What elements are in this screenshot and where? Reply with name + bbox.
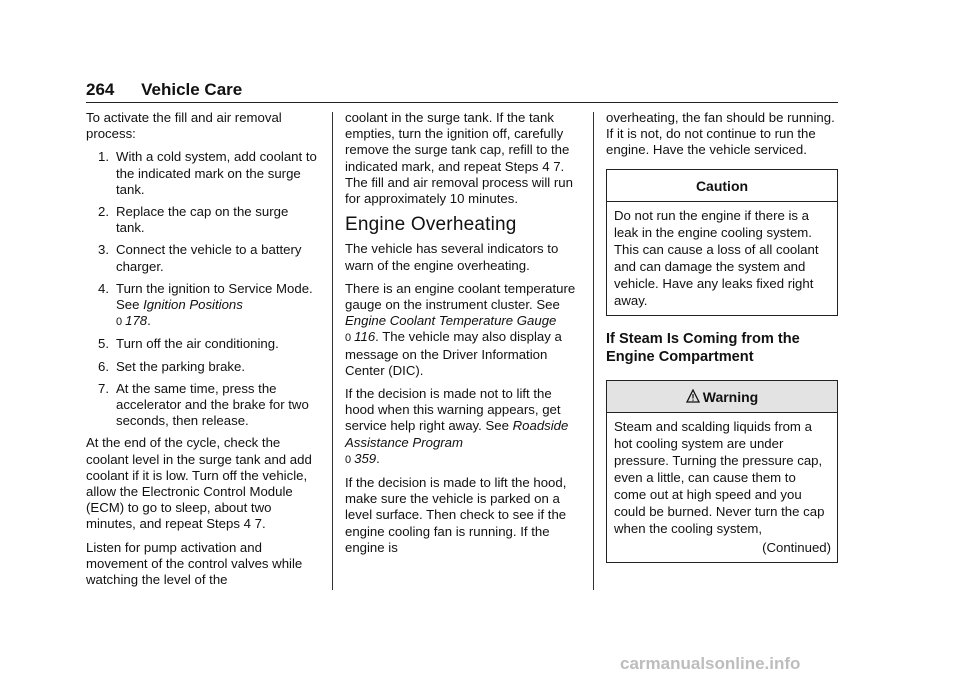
page-ref-arrow-icon: 0 — [345, 453, 352, 466]
step-text: Set the parking brake. — [116, 358, 246, 374]
gauge-paragraph — [345, 281, 581, 379]
page-ref-link[interactable]: 178 — [125, 313, 148, 329]
text: . The vehicle may also display a message on the Driver Information Center (DIC). — [345, 329, 562, 378]
step-number: 2. — [98, 204, 109, 220]
list-item — [86, 204, 318, 236]
page-ref-link[interactable]: 116 — [354, 329, 376, 345]
step-number: 7. — [98, 380, 109, 396]
caution-text: Do not run the engine if there is a leak in the engine cooling system. This can cause a loss of all coolant and can damage the system and vehicle. Have any leaks fixed right away. — [614, 207, 819, 308]
column-1 — [86, 110, 318, 595]
step-number: 1. — [98, 149, 109, 165]
fan-paragraph: overheating, the fan should be running. If it is not, do not continue to run the engine. Have the vehicle serviced. — [606, 110, 835, 158]
punctuation: . — [147, 313, 151, 329]
column-2 — [345, 110, 581, 563]
engine-overheating-heading: Engine Overheating — [345, 214, 517, 236]
section-title: Vehicle Care — [141, 80, 243, 99]
list-item — [86, 281, 318, 331]
service-paragraph — [345, 386, 581, 468]
list-item — [86, 336, 318, 352]
page-ref-arrow-icon: 0 — [116, 316, 123, 329]
step-number: 5. — [98, 336, 109, 352]
step-text: At the same time, press the accelerator and the brake for two seconds, then release. — [116, 380, 309, 429]
watermark: carmanualsonline.info — [620, 654, 801, 673]
steam-subheading: If Steam Is Coming from the Engine Compartment — [606, 330, 800, 365]
lift-hood-paragraph: If the decision is made to lift the hood, make sure the vehicle is parked on a level surface. Then check to see if the engine cooling fan is running. If the engine is — [345, 475, 567, 555]
step-number: 4. — [98, 280, 109, 296]
warning-triangle-icon — [686, 389, 700, 403]
cycle-paragraph: At the end of the cycle, check the coolant level in the surge tank and add coolant if it is low. Turn off the vehicle, allow the Electronic Control Module (ECM) to go to sleep, about two minutes, and repeat Steps 4 7. — [86, 435, 312, 532]
column-3 — [606, 110, 838, 563]
coolant-gauge-link[interactable]: Engine Coolant Temperature Gauge — [345, 313, 557, 329]
step-text: Replace the cap on the surge tank. — [116, 204, 289, 236]
ignition-positions-link[interactable]: Ignition Positions — [143, 297, 243, 313]
text: There is an engine coolant temperature gauge on the instrument cluster. See — [345, 280, 576, 313]
text: . — [376, 450, 380, 466]
intro-paragraph: To activate the fill and air removal process: — [86, 110, 282, 142]
list-item — [86, 359, 318, 375]
listen-paragraph: Listen for pump activation and movement of the control valves while watching the level of the — [86, 539, 303, 588]
continued-label: (Continued) — [762, 540, 831, 556]
step-number: 3. — [98, 242, 109, 258]
step-text: Turn the ignition to Service Mode. See — [116, 280, 313, 313]
step-number: 6. — [98, 358, 109, 374]
list-item — [86, 381, 318, 430]
step-text: Connect the vehicle to a battery charger. — [116, 242, 302, 274]
page-ref-arrow-icon: 0 — [345, 332, 352, 345]
caution-box — [606, 169, 838, 316]
roadside-assistance-link[interactable]: Roadside Assistance Program — [345, 418, 569, 450]
warning-body — [607, 413, 837, 562]
steps-list — [86, 149, 318, 429]
page-header — [86, 80, 242, 100]
list-item — [86, 149, 318, 198]
text: If the decision is made not to lift the hood when this warning appears, get service help right away. See — [345, 386, 561, 434]
list-item — [86, 242, 318, 274]
page-ref-link[interactable]: 359 — [354, 450, 377, 466]
indicators-paragraph: The vehicle has several indicators to warn of the engine overheating. — [345, 241, 559, 273]
step-text: Turn off the air conditioning. — [116, 336, 279, 352]
page-number: 264 — [86, 80, 115, 99]
surge-tank-paragraph: coolant in the surge tank. If the tank empties, turn the ignition off, carefully remove the surge tank cap, refill to the indicated mark, and repeat Steps 4 7. The fill and air removal process will run for approximately 10 minutes. — [345, 110, 573, 207]
header-rule — [86, 102, 838, 103]
warning-title: Warning — [702, 388, 759, 405]
warning-box — [606, 380, 838, 563]
caution-title: Caution — [607, 170, 837, 202]
column-divider-2 — [593, 112, 594, 590]
warning-header — [607, 381, 837, 413]
step-text: With a cold system, add coolant to the indicated mark on the surge tank. — [116, 149, 317, 197]
column-divider-1 — [332, 112, 333, 590]
warning-text: Steam and scalding liquids from a hot cooling system are under pressure. Turning the pressure cap, even a little, can cause them to come out at high speed and you could be burned. Never turn the cap when the cooling system, — [614, 419, 825, 537]
